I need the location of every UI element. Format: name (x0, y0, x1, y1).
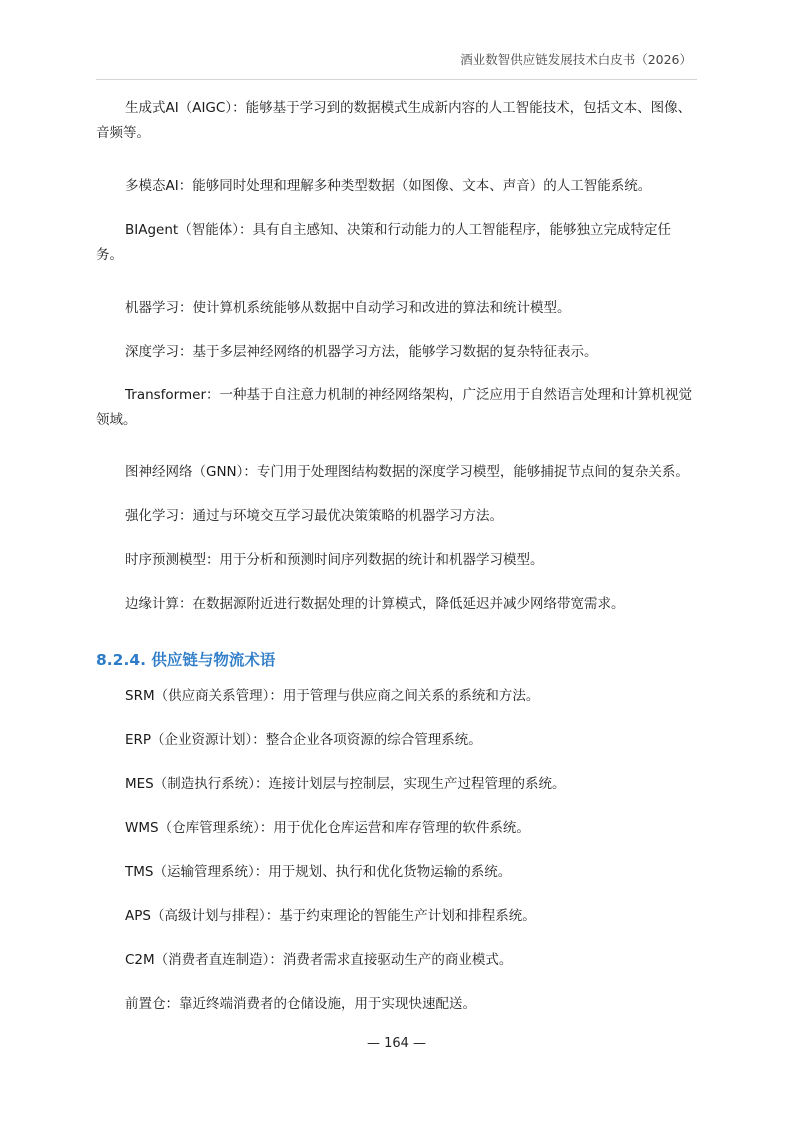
term-multimodal-ai: 多模态AI：能够同时处理和理解多种类型数据（如图像、文本、声音）的人工智能系统。 (125, 178, 652, 194)
section-heading: 8.2.4. 供应链与物流术语 (96, 651, 276, 669)
term-deep-learning: 深度学习：基于多层神经网络的机器学习方法，能够学习数据的复杂特征表示。 (125, 344, 598, 360)
term-edge-computing: 边缘计算：在数据源附近进行数据处理的计算模式，降低延迟并减少网络带宽需求。 (125, 596, 625, 612)
term-biagent: BIAgent（智能体）：具有自主感知、决策和行动能力的人工智能程序，能够独立完成特定任务。 (96, 222, 671, 263)
term-front-warehouse: 前置仓：靠近终端消费者的仓储设施，用于实现快速配送。 (125, 996, 476, 1012)
term-machine-learning: 机器学习：使计算机系统能够从数据中自动学习和改进的算法和统计模型。 (125, 300, 571, 316)
term-aps: APS（高级计划与排程）：基于约束理论的智能生产计划和排程系统。 (125, 908, 536, 924)
term-transformer: Transformer：一种基于自注意力机制的神经网络架构，广泛应用于自然语言处理和计算机视觉领域。 (96, 387, 693, 428)
term-c2m: C2M（消费者直连制造）：消费者需求直接驱动生产的商业模式。 (125, 952, 513, 968)
running-header: 酒业数智供应链发展技术白皮书（2026） (460, 52, 692, 67)
term-tms: TMS（运输管理系统）：用于规划、执行和优化货物运输的系统。 (125, 864, 512, 880)
term-mes: MES（制造执行系统）：连接计划层与控制层，实现生产过程管理的系统。 (125, 776, 566, 792)
term-reinforcement-learning: 强化学习：通过与环境交互学习最优决策策略的机器学习方法。 (125, 508, 503, 524)
term-srm: SRM（供应商关系管理）：用于管理与供应商之间关系的系统和方法。 (125, 688, 540, 704)
page-number: — 164 — (366, 1036, 427, 1051)
term-erp: ERP（企业资源计划）：整合企业各项资源的综合管理系统。 (125, 732, 482, 748)
term-time-series-model: 时序预测模型：用于分析和预测时间序列数据的统计和机器学习模型。 (125, 552, 544, 568)
term-wms: WMS（仓库管理系统）：用于优化仓库运营和库存管理的软件系统。 (125, 820, 530, 836)
header-divider (96, 79, 697, 80)
term-aigc: 生成式AI（AIGC）：能够基于学习到的数据模式生成新内容的人工智能技术，包括文本、图像、音频等。 (96, 100, 692, 141)
term-gnn: 图神经网络（GNN）：专门用于处理图结构数据的深度学习模型，能够捕捉节点间的复杂关系。 (125, 464, 689, 480)
